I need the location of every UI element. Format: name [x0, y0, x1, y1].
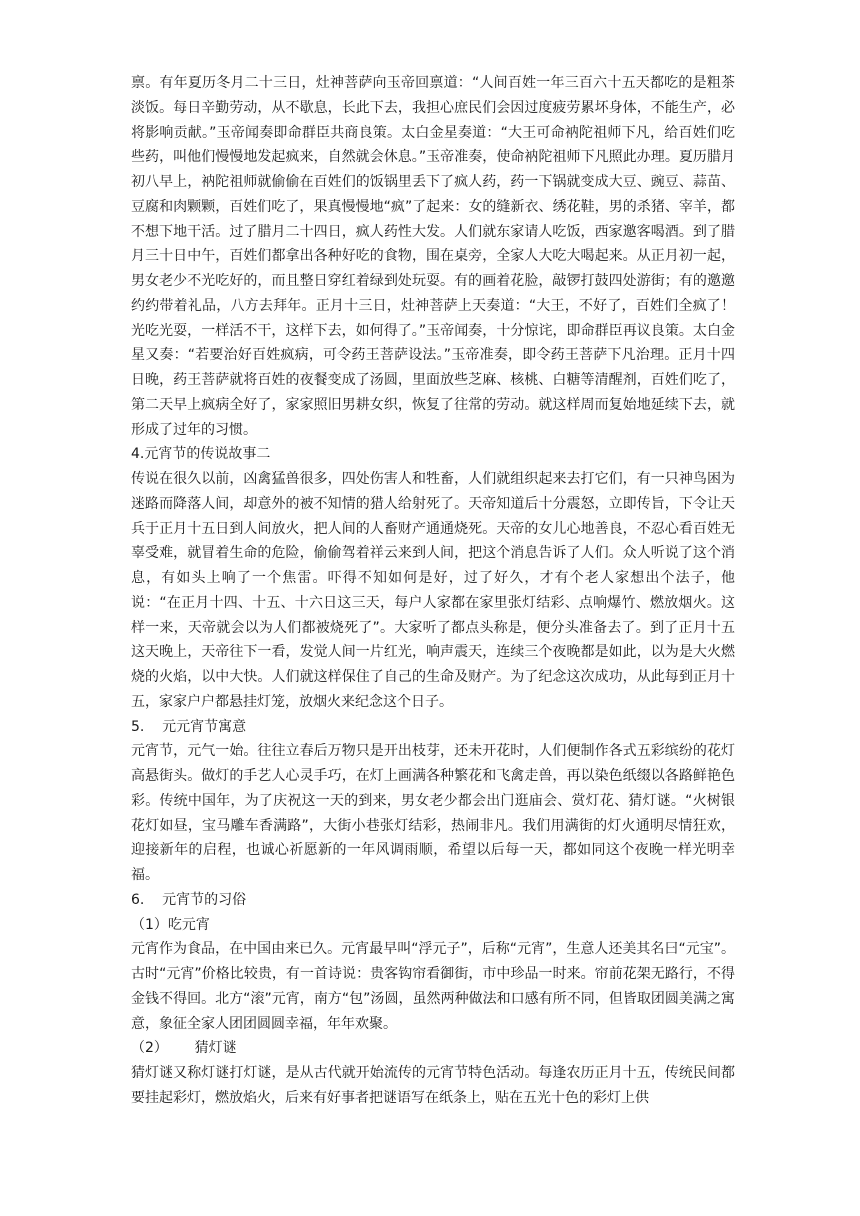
subheading-lantern-riddles: （2） 猜灯谜: [131, 1040, 237, 1057]
subheading-eat-yuanxiao: （1）吃元宵: [131, 916, 210, 933]
paragraph-legend-one: 禀。有年夏历冬月二十三日，灶神菩萨向玉帝回禀道：“人间百姓一年三百六十五天都吃的是粗茶淡饭。每日辛勤劳动，从不歇息，长此下去，我担心庶民们会因过度疲劳累坏身体，不能生产，必将影响贡献。”玉帝闻奏即命群臣共商良策。太白金星奏道：“大王可命衲陀祖师下凡，给百姓们吃些药，叫他们慢慢地发起疯来，自然就会休息。”玉帝准奏，使命衲陀祖师下凡照此办理。夏历腊月初八早上，衲陀祖师就偷偷在百姓们的饭锅里丢下了疯人药，药一下锅就变成大豆、豌豆、蒜苗、豆腐和肉颗颗，百姓们吃了，果真慢慢地“疯”了起来：女的缝新衣、绣花鞋，男的杀猪、宰羊，都不想下地干活。过了腊月二十四日，疯人药性大发。人们就东家请人吃饭，西家邀客喝酒。到了腊月三十日中午，百姓们都拿出各种好吃的食物，围在桌旁，全家人大吃大喝起来。从正月初一起，男女老少不光吃好的，而且整日穿红着绿到处玩耍。有的画着花脸，敲锣打鼓四处游街；有的邀邀约约带着礼品，八方去拜年。正月十三日，灶神菩萨上天奏道：“大王，不好了，百姓们全疯了！光吃光耍，一样活不干，这样下去，如何得了。”玉帝闻奏，十分惊诧，即命群臣再议良策。太白金星又奏：“若要治好百姓疯病，可令药王菩萨设法。”玉帝准奏，即令药王菩萨下凡治理。正月十四日晚，药王菩萨就将百姓的夜餐变成了汤圆，里面放些芝麻、核桃、白糖等清醒剂，百姓们吃了，第二天早上疯病全好了，家家照旧男耕女织，恢复了往常的劳动。就这样周而复始地延续下去，就形成了过年的习惯。: [131, 75, 735, 438]
section-heading-5: 5. 元元宵节寓意: [131, 718, 247, 735]
paragraph-lantern-riddles: 猜灯谜又称灯谜打灯谜，是从古代就开始流传的元宵节特色活动。每逢农历正月十五，传统民间都要挂起彩灯，燃放焰火，后来有好事者把谜语写在纸条上，贴在五光十色的彩灯上供: [131, 1065, 735, 1106]
paragraph-eat-yuanxiao: 元宵作为食品，在中国由来已久。元宵最早叫“浮元子”，后称“元宵”，生意人还美其名曰“元宝”。古时“元宵”价格比较贵，有一首诗说：贵客钩帘看御街，市中珍品一时来。帘前花架无路行，不得金钱不得回。北方“滚”元宵，南方“包”汤圆，虽然两种做法和口感有所不同，但皆取团圆美满之寓意，象征全家人团团圆圆幸福，年年欢聚。: [131, 941, 735, 1032]
paragraph-meaning: 元宵节，元气一始。往往立春后万物只是开出枝芽，还未开花时，人们便制作各式五彩缤纷的花灯高悬街头。做灯的手艺人心灵手巧，在灯上画满各种繁花和飞禽走兽，再以染色纸缀以各路鲜艳色彩。传统中国年，为了庆祝这一天的到来，男女老少都会出门逛庙会、赏灯花、猜灯谜。“火树银花灯如昼，宝马雕车香满路”，大街小巷张灯结彩，热闹非凡。我们用满街的灯火通明尽情狂欢，迎接新年的启程，也诚心祈愿新的一年风调雨顺，希望以后每一天，都如同这个夜晚一样光明幸福。: [131, 743, 735, 883]
paragraph-legend-two: 传说在很久以前，凶禽猛兽很多，四处伤害人和牲畜，人们就组织起来去打它们，有一只神鸟困为迷路而降落人间，却意外的被不知情的猎人给射死了。天帝知道后十分震怒，立即传旨，下令让天兵于正月十五日到人间放火，把人间的人畜财产通通烧死。天帝的女儿心地善良，不忍心看百姓无辜受难，就冒着生命的危险，偷偷驾着祥云来到人间，把这个消息告诉了人们。众人听说了这个消息，有如头上响了一个焦雷。吓得不知如何是好，过了好久，才有个老人家想出个法子，他说：“在正月十四、十五、十六日这三天，每户人家都在家里张灯结彩、点响爆竹、燃放烟火。这样一来，天帝就会以为人们都被烧死了”。大家听了都点头称是，便分头准备去了。到了正月十五这天晚上，天帝往下一看，发觉人间一片红光，响声震天，连续三个夜晚都是如此，以为是大火燃烧的火焰，以中大快。人们就这样保住了自己的生命及财产。为了纪念这次成功，从此每到正月十五，家家户户都悬挂灯笼，放烟火来纪念这个日子。: [131, 471, 735, 710]
document-body: [131, 71, 735, 1111]
section-heading-6: 6. 元宵节的习俗: [131, 891, 247, 908]
section-heading-4: 4.元宵节的传说故事二: [131, 446, 271, 463]
